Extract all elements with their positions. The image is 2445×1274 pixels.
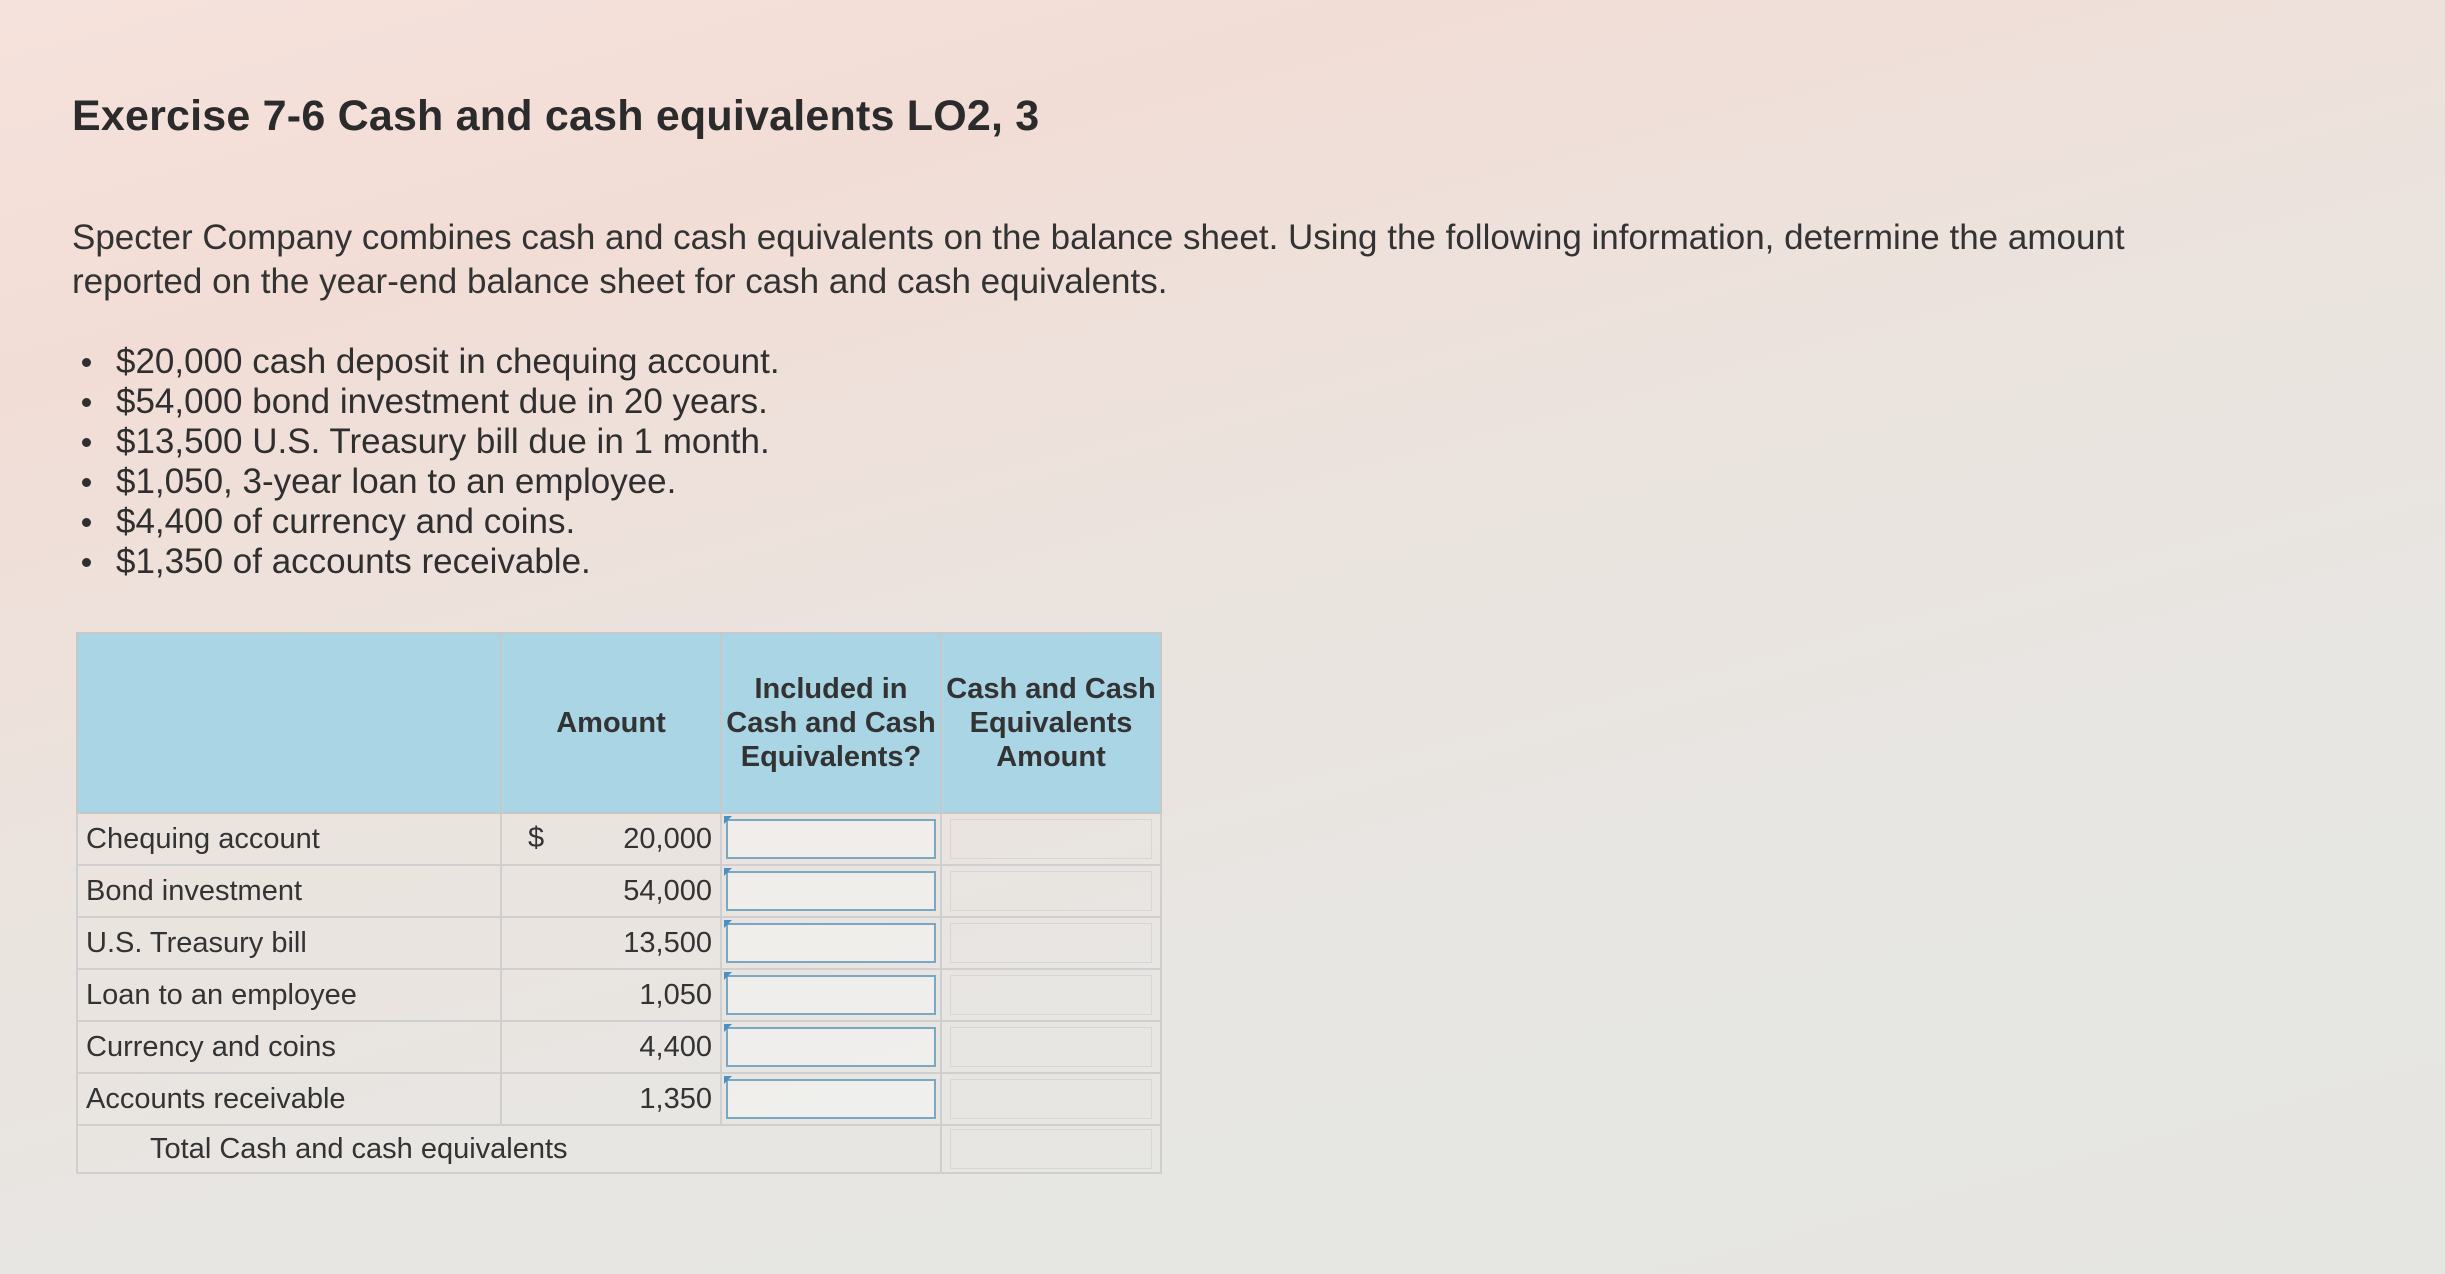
row-amount: [501, 917, 721, 969]
cash-amount-cell[interactable]: [941, 1073, 1161, 1125]
exercise-intro: Specter Company combines cash and cash equivalents on the balance sheet. Using the following information, determine the amount reported on the year-end balance sheet for cash and cash equivalents.: [72, 218, 2125, 301]
row-label: U.S. Treasury bill: [77, 917, 501, 969]
bullet-text: $1,050, 3-year loan to an employee.: [116, 462, 677, 501]
cash-amount-input[interactable]: [950, 819, 1152, 859]
included-select[interactable]: [726, 1027, 936, 1067]
table-row: [77, 969, 1161, 1021]
bullet-text: $20,000 cash deposit in chequing account.: [116, 342, 780, 381]
dropdown-flag-icon: [724, 1076, 732, 1084]
amount-value: 1,050: [639, 978, 712, 1011]
bullet-item: [72, 542, 780, 582]
exercise-title: Exercise 7-6 Cash and cash equivalents LO2, 3: [72, 92, 1040, 140]
row-label: Chequing account: [77, 813, 501, 865]
bullet-item: [72, 502, 780, 542]
cash-amount-input[interactable]: [950, 1079, 1152, 1119]
bullet-text: $13,500 U.S. Treasury bill due in 1 month.: [116, 422, 770, 461]
bullet-dot-icon: [82, 438, 91, 447]
dropdown-flag-icon: [724, 868, 732, 876]
bullet-item: [72, 342, 780, 382]
bullet-item: [72, 382, 780, 422]
header-cash-amount: Cash and Cash Equivalents Amount: [941, 633, 1161, 813]
dropdown-flag-icon: [724, 1024, 732, 1032]
amount-value: 13,500: [623, 926, 712, 959]
row-amount: [501, 865, 721, 917]
amount-value: 20,000: [623, 822, 712, 855]
table-row: [77, 917, 1161, 969]
amount-value: 54,000: [623, 874, 712, 907]
row-amount: [501, 1073, 721, 1125]
row-label: Accounts receivable: [77, 1073, 501, 1125]
bullet-text: $4,400 of currency and coins.: [116, 502, 576, 541]
total-label: Total Cash and cash equivalents: [77, 1125, 721, 1173]
included-select[interactable]: [726, 1079, 936, 1119]
bullet-item: [72, 422, 780, 462]
table-row: [77, 813, 1161, 865]
included-select[interactable]: [726, 923, 936, 963]
table-row: [77, 1073, 1161, 1125]
table-row: [77, 1021, 1161, 1073]
cash-amount-input[interactable]: [950, 1027, 1152, 1067]
row-amount: [501, 969, 721, 1021]
row-label: Bond investment: [77, 865, 501, 917]
total-amount-cell[interactable]: [941, 1125, 1161, 1173]
bullet-text: $54,000 bond investment due in 20 years.: [116, 382, 768, 421]
amount-value: 4,400: [639, 1030, 712, 1063]
header-label: [77, 633, 501, 813]
bullet-dot-icon: [82, 518, 91, 527]
total-amount-input[interactable]: [950, 1129, 1152, 1169]
total-blank: [721, 1125, 941, 1173]
included-select-cell[interactable]: [721, 1021, 941, 1073]
dropdown-flag-icon: [724, 816, 732, 824]
bullet-item: [72, 462, 780, 502]
header-included: Included in Cash and Cash Equivalents?: [721, 633, 941, 813]
header-amount: Amount: [501, 633, 721, 813]
included-select-cell[interactable]: [721, 813, 941, 865]
table-header-row: [77, 633, 1161, 813]
cash-equivalents-table-wrap: [76, 632, 1162, 1174]
row-amount: [501, 1021, 721, 1073]
table-row: [77, 865, 1161, 917]
bullet-list: [72, 342, 780, 582]
included-select-cell[interactable]: [721, 865, 941, 917]
bullet-dot-icon: [82, 558, 91, 567]
dropdown-flag-icon: [724, 920, 732, 928]
cash-amount-input[interactable]: [950, 923, 1152, 963]
row-label: Currency and coins: [77, 1021, 501, 1073]
bullet-dot-icon: [82, 478, 91, 487]
cash-amount-input[interactable]: [950, 871, 1152, 911]
table-total-row: [77, 1125, 1161, 1173]
included-select[interactable]: [726, 871, 936, 911]
cash-amount-cell[interactable]: [941, 813, 1161, 865]
cash-amount-input[interactable]: [950, 975, 1152, 1015]
included-select[interactable]: [726, 819, 936, 859]
bullet-dot-icon: [82, 358, 91, 367]
cash-amount-cell[interactable]: [941, 1021, 1161, 1073]
amount-value: 1,350: [639, 1082, 712, 1115]
cash-equivalents-table: [76, 632, 1162, 1174]
bullet-text: $1,350 of accounts receivable.: [116, 542, 591, 581]
included-select[interactable]: [726, 975, 936, 1015]
cash-amount-cell[interactable]: [941, 917, 1161, 969]
currency-symbol: $: [528, 822, 545, 854]
dropdown-flag-icon: [724, 972, 732, 980]
row-amount: [501, 813, 721, 865]
included-select-cell[interactable]: [721, 1073, 941, 1125]
included-select-cell[interactable]: [721, 917, 941, 969]
cash-amount-cell[interactable]: [941, 865, 1161, 917]
included-select-cell[interactable]: [721, 969, 941, 1021]
row-label: Loan to an employee: [77, 969, 501, 1021]
cash-amount-cell[interactable]: [941, 969, 1161, 1021]
bullet-dot-icon: [82, 398, 91, 407]
